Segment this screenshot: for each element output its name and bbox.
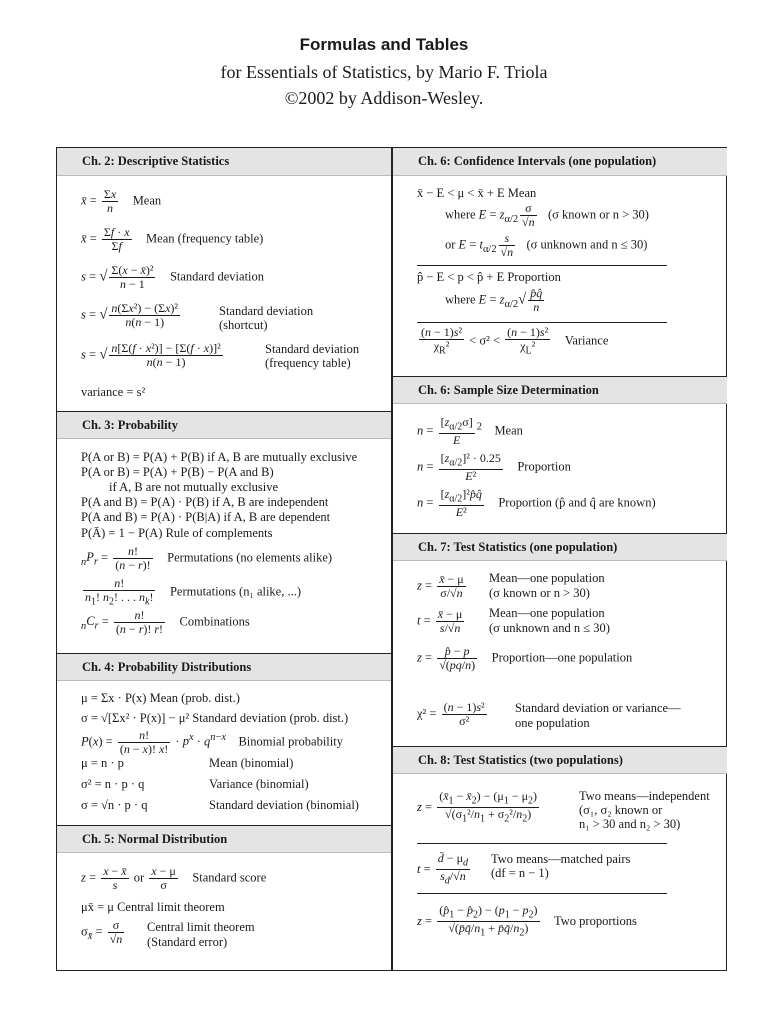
ts-chi-label-2: one population: [515, 716, 590, 730]
label: Variance: [564, 333, 609, 348]
label: Combinations: [179, 614, 250, 629]
ts-t-mean-label-1: Mean—one population: [489, 606, 605, 620]
section-title: Ch. 6: Confidence Intervals (one population): [393, 148, 727, 176]
label-sd-shortcut-2: (shortcut): [219, 318, 268, 332]
ci-prop-margin: where $E = z_{\alpha/2}√$ $\frac{p̂q̂}{n}$: [445, 286, 543, 314]
label: (σ unknown and n ≤ 30): [526, 237, 648, 252]
divider: [417, 843, 667, 844]
formula-mean-freq: x̄ = $\frac{\Sigma f \cdot x}{\Sigma f}$ Mean (frequency table): [81, 225, 264, 253]
ss-proportion-known: n = $\frac{[z_{\alpha/2}]^2p̂q̂}{\text{E²}}$ Proportion (p̂ and q̂ are known): [417, 487, 656, 520]
ci-variance: $\frac{\text{(n − 1)s²}}{\chi_R^2}$ < σ² < $\frac{\text{(n − 1)s²}}{\chi_L^2}$ Variance: [421, 325, 609, 357]
binom-mean: μ = n · p: [81, 756, 124, 770]
divider: [417, 893, 667, 894]
ts-z-mean: z = $\frac{x̄ - \mu}{\sigma/√n}$: [417, 572, 464, 600]
indep-label-3: n₁ > 30 and n₂ > 30): [579, 817, 681, 831]
label-sd-shortcut-1: Standard deviation: [219, 304, 314, 318]
formula-sd-freq: s = √ $\frac{\text{n[Σ(f · x²)] − [Σ(f · x)]²}}{n(n - 1)}$: [81, 341, 221, 369]
label: Two proportions: [554, 913, 637, 928]
ss-proportion: n = $\frac{[z_{\alpha/2}]^2 \cdot 0.25}{\text{E²}}$ Proportion: [417, 451, 571, 484]
section-ch5: [57, 825, 391, 970]
label: Standard score: [192, 870, 267, 885]
label: Binomial probability: [238, 734, 343, 749]
ci-or-unknown: or $E = t_{\alpha/2}$ $\frac{s}{√n}$ (σ unknown and n ≤ 30): [445, 231, 648, 259]
formula-permutations-alike: $\frac{n!}{n_1! n_2! . . . n_k!}$ Permutations (n₁ alike, ...): [85, 576, 302, 608]
paired-label-1: Two means—matched pairs: [491, 852, 631, 866]
binom-variance: σ² = n · p · q: [81, 777, 145, 791]
section-ch4: [57, 653, 391, 826]
ts-chi-square: χ² = $\frac{\text{(n − 1)s²}}{\text{σ²}}$: [417, 700, 485, 728]
prob-rule-2: P(A or B) = P(A) + P(B) − P(A and B): [81, 465, 274, 479]
label: Proportion: [517, 459, 571, 474]
prob-rule-6: P(Ā) = 1 − P(A) Rule of complements: [81, 526, 273, 540]
label-sd-freq-2: (frequency table): [265, 356, 351, 370]
ci-mean: x̄ − E < μ < x̄ + E Mean: [417, 186, 537, 200]
label: Standard deviation: [169, 269, 265, 284]
ts-t-mean: t = $\frac{x̄ - \mu}{s/√n}$: [417, 607, 463, 635]
formula-z-score: z = $\frac{x - x̄}{s}$ or $\frac{x - \mu}{\sigma}$ Standard score: [81, 864, 267, 892]
section-title: Ch. 6: Sample Size Determination: [393, 376, 727, 404]
formula-variance: variance = s²: [81, 385, 146, 399]
formula-permutations: $_nP_r$ = $\frac{n!}{(n - r)!}$ Permutations (no elements alike): [81, 544, 333, 572]
section-ch2: [57, 148, 391, 412]
binom-variance-label: Variance (binomial): [209, 777, 309, 791]
label: Mean (frequency table): [146, 231, 264, 246]
label: Proportion (p̂ and q̂ are known): [498, 495, 656, 510]
section-title: Ch. 3: Probability: [57, 411, 391, 439]
paired-label-2: (df = n − 1): [491, 866, 549, 880]
ts-paired: t = $\frac{d̄ - \mu_d}{s_d/√n}$: [417, 851, 468, 887]
clt-se-label: (Standard error): [147, 935, 228, 949]
formula-mean: x̄ = $\frac{\Sigma x}{n}$ Mean: [81, 187, 162, 215]
label: Mean: [494, 423, 523, 438]
formula-sd: s = √ $\frac{\text{Σ(x − x̄)²}}{n - 1}$ Standard deviation: [81, 263, 265, 291]
divider: [417, 322, 667, 323]
ts-t-mean-label-2: (σ unknown and n ≤ 30): [489, 621, 610, 635]
section-title: Ch. 2: Descriptive Statistics: [57, 148, 391, 176]
prob-rule-4: P(A and B) = P(A) · P(B) if A, B are independent: [81, 495, 329, 509]
divider: [417, 265, 667, 266]
ts-chi-label-1: Standard deviation or variance—: [515, 701, 681, 715]
formula-combinations: $_nC_r$ = $\frac{n!}{(n - r)! r!}$ Combinations: [81, 608, 250, 636]
section-ch6-ss: [393, 376, 727, 534]
section-title: Ch. 7: Test Statistics (one population): [393, 533, 727, 561]
label: Mean: [132, 193, 162, 208]
formula-standard-error: $\sigma_{x̄}$ = $\frac{\sigma}{√n}$: [81, 918, 123, 946]
clt-label: Central limit theorem: [147, 920, 255, 934]
dist-sd: σ = √[Σx² · P(x)] − μ² Standard deviation (prob. dist.): [81, 711, 349, 725]
binom-sd-label: Standard deviation (binomial): [209, 798, 359, 812]
ts-z-mean-label-2: (σ known or n > 30): [489, 586, 590, 600]
ss-mean: n = $\frac{[z_{\alpha/2}\sigma]}{E}$ $^2$ Mean: [417, 415, 523, 448]
section-ch8: [393, 746, 727, 970]
page-title: Formulas and Tables: [299, 35, 469, 54]
section-ch7: [393, 533, 727, 747]
ci-proportion: p̂ − E < p < p̂ + E Proportion: [417, 270, 561, 284]
section-title: Ch. 5: Normal Distribution: [57, 825, 391, 853]
ci-where-known: where $E = z_{\alpha/2}$ $\frac{\sigma}{√n}$ (σ known or n > 30): [445, 201, 649, 229]
prob-rule-3: if A, B are not mutually exclusive: [109, 480, 279, 494]
dist-mean: μ = Σx · P(x) Mean (prob. dist.): [81, 691, 240, 705]
prob-rule-5: P(A and B) = P(A) · P(B|A) if A, B are dependent: [81, 510, 331, 524]
section-ch3: [57, 411, 391, 654]
ts-two-proportions: z = $\frac{(p̂_1 - p̂_2) - (p_1 - p_2)}{√(p̄q̄/n_1 + p̄q̄/n_2)}$ Two proportions: [417, 903, 637, 939]
formula-binomial: P(x) = $\frac{n!}{(n - x)! x!}$ · $p^x \cdot q^{n-x}$ Binomial probability: [81, 728, 343, 756]
page-copyright: ©2002 by Addison-Wesley.: [284, 88, 484, 108]
section-title: Ch. 8: Test Statistics (two populations): [393, 746, 727, 774]
binom-sd: σ = √n · p · q: [81, 798, 148, 812]
section-ch6-ci: [393, 148, 727, 377]
ts-z-mean-label-1: Mean—one population: [489, 571, 605, 585]
ts-two-means-indep: z = $\frac{(x̄_1 - x̄_2) - (\mu_1 - \mu_2)}{√(\sigma_1^2/n_1 + \sigma_2^2/n_2)}$: [417, 789, 538, 825]
label: Permutations (no elements alike): [167, 550, 333, 565]
formula-sd-shortcut: s = √ $\frac{\text{n(Σx²) − (Σx)²}}{n(n - 1)}$: [81, 301, 178, 329]
binom-mean-label: Mean (binomial): [209, 756, 294, 770]
label: Permutations (n₁ alike, ...): [169, 584, 302, 599]
indep-label-1: Two means—independent: [579, 789, 710, 803]
clt-mean: μx̄ = μ Central limit theorem: [81, 900, 225, 914]
label-sd-freq-1: Standard deviation: [265, 342, 360, 356]
page-subtitle: for Essentials of Statistics, by Mario F. Triola: [220, 62, 548, 82]
label: Proportion—one population: [491, 650, 633, 665]
ts-z-prop: z = $\frac{p̂ - p}{√(pq/n)}$ Proportion—one population: [417, 644, 633, 672]
section-title: Ch. 4: Probability Distributions: [57, 653, 391, 681]
label: (σ known or n > 30): [548, 207, 649, 222]
prob-rule-1: P(A or B) = P(A) + P(B) if A, B are mutually exclusive: [81, 450, 358, 464]
indep-label-2: (σ₁, σ₂ known or: [579, 803, 663, 817]
